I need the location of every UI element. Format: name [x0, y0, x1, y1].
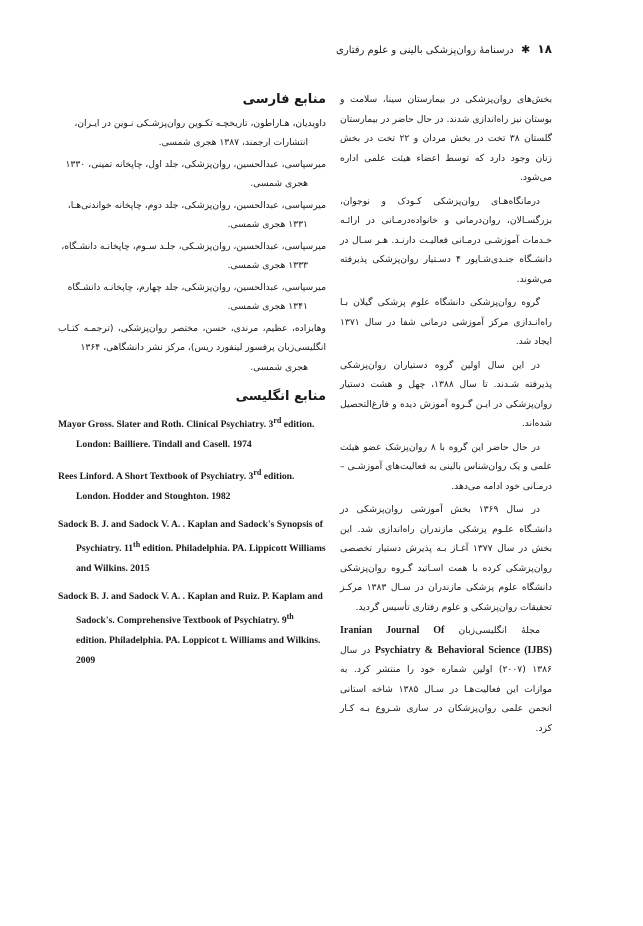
reference-text: edition. Philadelphia. PA. Lippicott Williams and Wilkins. 2015	[76, 543, 326, 575]
reference-continuation: ۱۳۳۳ هجری شمسی.	[227, 260, 308, 271]
page-number: ۱۸	[537, 42, 552, 56]
body-paragraph: گروه روان‌پزشکی دانشگاه علوم پزشکی گیلان بـا راه‌انـدازی مرکز آموزشی درمانی شفا در سال ۱۳۷۱ ایجاد شد.	[340, 297, 552, 347]
ordinal-suffix: rd	[273, 415, 282, 425]
reference-continuation: ۱۳۴۱ هجری شمسی.	[227, 301, 308, 312]
persian-reference	[58, 114, 326, 153]
reference-continuation: انتشارات ارجمند، ۱۳۸۷ هجری شمسی.	[158, 137, 308, 148]
reference-text: edition. Philadelphia. PA. Loppicot t. Williams and Wilkins. 2009	[76, 635, 321, 667]
body-paragraph: در سال ۱۳۶۹ بخش آموزشی روان‌پزشکی در دانشـگاه علـوم پزشکی مازندران راه‌اندازی شد. این بخش در سال ۱۳۷۷ آغـاز بـه پذیرش دستیار تخصصی روان‌پزشکی کرده با همت اسـاتید گـروه روان‌پزشکی دانشگاه علوم پزشکی مازندران در سـال ۱۳۸۳ مرکـز تحقیقات روان‌پزشکی و علوم رفتاری تأسیس گردید.	[340, 504, 552, 613]
reference-text: Sadock B. J. and Sadock V. A. . Kaplan and Sadock's Synopsis of Psychiatry. 11	[58, 518, 323, 555]
persian-reference	[58, 196, 326, 235]
persian-reference	[58, 237, 326, 276]
ordinal-suffix: th	[133, 539, 141, 549]
reference-text: میرسپاسی، عبدالحسین، روان‌پزشکی، جلد چهارم، چاپخانـه دانشـگاه	[67, 281, 326, 293]
english-reference	[58, 463, 326, 507]
persian-reference	[58, 278, 326, 317]
english-reference	[58, 587, 326, 671]
reference-continuation: ۱۳۳۱ هجری شمسی.	[227, 219, 308, 230]
journal-name-2: Behavioral Science (IJBS)	[437, 644, 552, 656]
body-paragraph: در حال حاضر این گروه با ۸ روان‌پزشک عضو هیئت علمی و یک روان‌شناس بالینی به فعالیت‌های آموزشـی – درمـانی خود ادامه می‌دهد.	[340, 441, 552, 492]
body-paragraph: بخش‌های روان‌پزشکی در بیمارستان سینا، سلامت و بوستان نیز راه‌اندازی شدند. در حال حاضر در بیمارستان گلستان ۳۸ تخت در بخش مردان و ۲۲ تخت در بخش زنان وجود دارد که توسط اعضاء هیئت علمی اداره می‌شود.	[340, 94, 553, 183]
journal-paragraph	[340, 621, 552, 738]
body-column	[340, 90, 552, 742]
reference-text: Sadock B. J. and Sadock V. A. . Kaplan and Ruiz. P. Kaplam and Sadock's. Comprehensive Textbook of Psychiatry. 9	[58, 591, 323, 627]
reference-text: edition. London. Hodder and Stoughton. 1982	[76, 470, 295, 502]
reference-text: میرسپاسی، عبدالحسین، روان‌پزشکی، جلد اول، چاپخانه تمینی، ۱۳۳۰	[65, 158, 326, 170]
references-column	[58, 90, 326, 679]
reference-text: میرسپاسی، عبدالحسین، روان‌پزشـکی، جلـد سـوم، چاپخانـه دانشـگاه،	[61, 240, 326, 252]
persian-reference	[58, 319, 326, 378]
english-reference	[58, 515, 326, 579]
journal-post: در سال ۱۳۸۶ (۲۰۰۷) اولین شماره خود را منتشر کرد. به موازات این فعالیت‌هـا در سـال ۱۳۸۵ شاخه استانی انجمن علمی روان‌پزشکان در ساری شـروع بـه کـار کرد.	[340, 644, 552, 734]
english-references	[58, 411, 326, 672]
body-paragraph: در این سال اولین گروه دستیاران روان‌پزشکی پذیرفته شـدند. تا سال ۱۳۸۸، چهل و هشت دستیار روان‌پزشکی در ایـن گـروه آموزش دیده و فارغ‌التحصیل شده‌اند.	[340, 359, 552, 429]
ordinal-suffix: th	[286, 612, 294, 622]
reference-text: Mayor Gross. Slater and Roth. Clinical Psychiatry. 3	[58, 418, 274, 430]
ordinal-suffix: rd	[253, 467, 262, 477]
reference-text: edition. London: Bailliere. Tindall and Casell. 1974	[76, 418, 315, 450]
reference-text: Rees Linford. A Short Textbook of Psychiatry. 3	[58, 470, 254, 482]
english-refs-heading: منابع انگلیسی	[235, 389, 326, 404]
star-icon: ✱	[520, 43, 531, 56]
reference-text: داویدیان، هـاراطون، تاریخچـه تکـوین روان‌پزشـکی نـوین در ایـران،	[74, 117, 326, 129]
running-header	[330, 42, 552, 60]
reference-text: وهابزاده، عظیم، مرندی، حسن، مختصر روان‌پزشکی، (ترجمـه کتـاب انگلیسی‌زبان پرفسور لینفورد ریس)، مرکز نشر دانشگاهی، ۱۳۶۴	[58, 322, 326, 353]
reference-continuation: هجری شمسی.	[250, 361, 308, 373]
journal-pre: مجلهٔ انگلیسی‌زبان	[458, 625, 540, 636]
reference-continuation: هجری شمسی.	[250, 178, 308, 189]
journal-name-1: Iranian Journal Of Psychiatry &	[340, 625, 445, 656]
body-paragraph: درمانگاه‌هـای روان‌پزشکی کـودک و نوجوان، بزرگسـالان، روان‌درمانی و خانواده‌درمـانی در ارائـه خـدمات آموزشـی درمـانی فعالیـت دارنـد. هـر سـال در دانشـگاه جنـدی‌شـاپور ۴ دسـتیار روان‌پزشکی پذیرفته می‌شوند.	[340, 195, 552, 285]
english-reference	[58, 411, 326, 455]
reference-text: میرسپاسی، عبدالحسین، روان‌پزشکی، جلد دوم، چاپخانه خواندنی‌هـا،	[67, 199, 326, 211]
persian-reference	[58, 155, 326, 194]
running-title: درسنامهٔ روان‌پزشکی بالینی و علوم رفتاری	[336, 45, 514, 56]
persian-refs-heading: منابع فارسی	[242, 92, 326, 107]
